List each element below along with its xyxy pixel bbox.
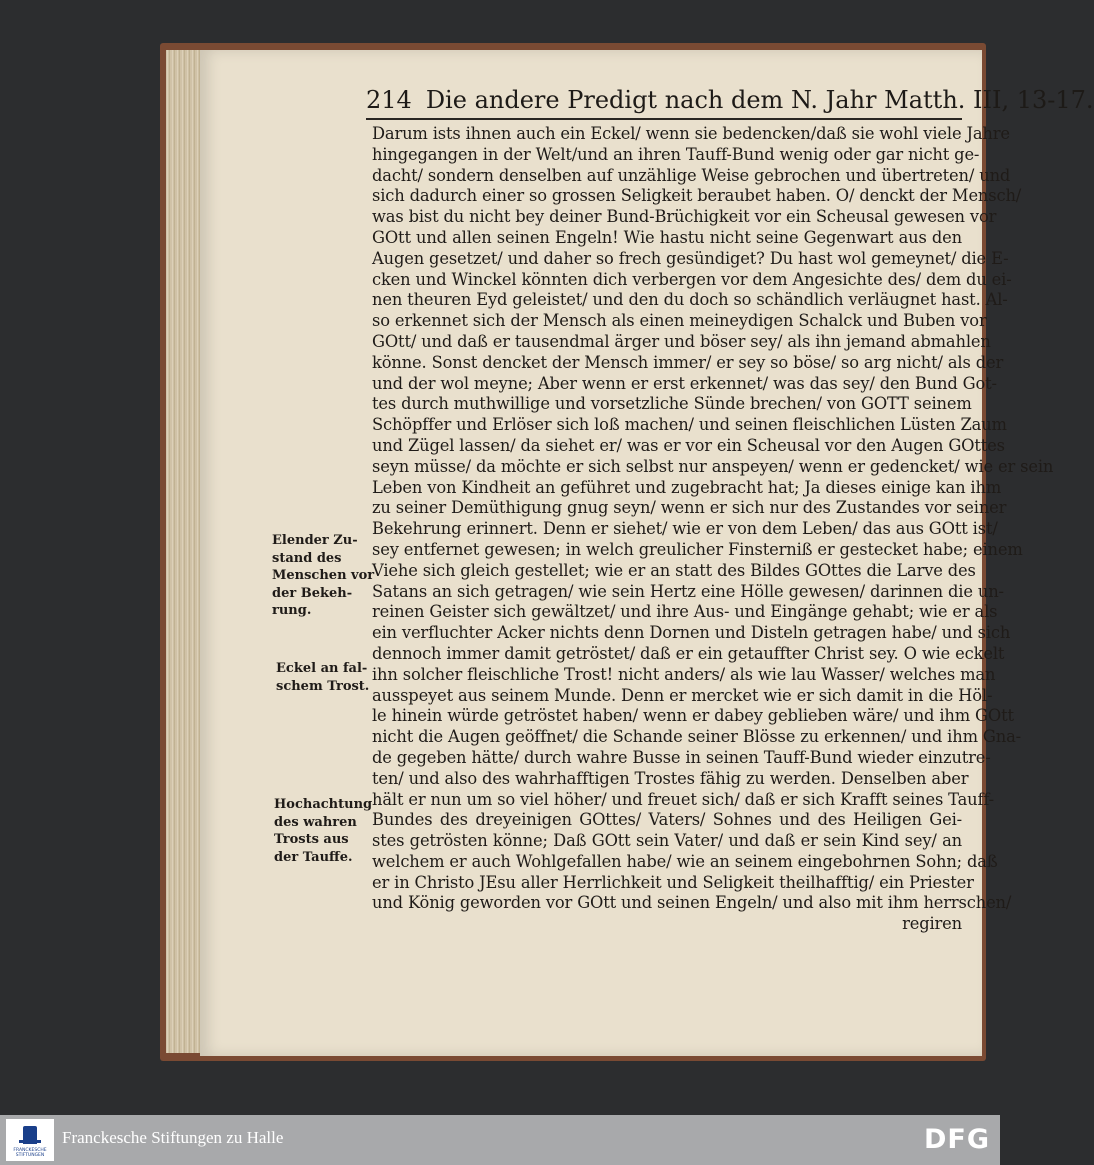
text-line: GOtt und allen seinen Engeln! Wie hastu nicht seine Gegenwart aus den xyxy=(372,227,962,247)
institution-name[interactable]: Franckesche Stiftungen zu Halle xyxy=(62,1128,284,1147)
dfg-logo[interactable]: DFG xyxy=(923,1124,990,1155)
text-line: Augen gesetzet/ und daher so frech gesündiget? Du hast wol gemeynet/ die E- xyxy=(372,248,1009,268)
text-line: cken und Winckel könnten dich verbergen vor dem Angesichte des/ dem du ei- xyxy=(372,269,1012,289)
text-line: und der wol meyne; Aber wenn er erst erkennet/ was das sey/ den Bund Got- xyxy=(372,373,997,393)
text-line: und Zügel lassen/ da siehet er/ was er vor ein Scheusal vor den Augen GOttes xyxy=(372,435,1005,455)
text-line: Bundes des dreyeinigen GOttes/ Vaters/ Sohnes und des Heiligen Gei- xyxy=(372,810,962,830)
text-line: Darum ists ihnen auch ein Eckel/ wenn sie bedencken/daß sie wohl viele Jahre xyxy=(372,124,1010,143)
margin-note-line: des wahren xyxy=(274,814,357,830)
margin-note-line: Trosts aus xyxy=(274,832,349,847)
text-line: dennoch immer damit getröstet/ daß er ein getauffter Christ sey. O wie eckelt xyxy=(372,643,1005,663)
text-line: de gegeben hätte/ durch wahre Busse in seinen Tauff-Bund wieder einzutre- xyxy=(372,747,991,767)
margin-note-line: der Bekeh- xyxy=(272,585,353,601)
tower-icon xyxy=(23,1126,37,1144)
logo-text: FRANCKESCHE STIFTUNGEN xyxy=(13,1148,47,1158)
text-line: so erkennet sich der Mensch als einen meineydigen Schalck und Buben vor xyxy=(372,311,987,331)
margin-note-2 xyxy=(276,660,369,695)
margin-note-3 xyxy=(274,796,372,866)
margin-note-line: Eckel an fal- xyxy=(276,661,368,676)
margin-note-line: schem Trost. xyxy=(276,678,370,694)
text-line: Schöpffer und Erlöser sich loß machen/ und seinen fleischlichen Lüsten Zaum xyxy=(372,415,1007,435)
institution-logo[interactable] xyxy=(6,1119,54,1161)
header-rule xyxy=(366,118,962,120)
text-line: nicht die Augen geöffnet/ die Schande seiner Blösse zu erkennen/ und ihm Gna- xyxy=(372,727,1021,747)
text-line: Bekehrung erinnert. Denn er siehet/ wie er von dem Leben/ das aus GOtt ist/ xyxy=(372,519,998,539)
text-line: hält er nun um so viel höher/ und freuet sich/ daß er sich Krafft seines Tauff- xyxy=(372,789,995,809)
margin-note-line: stand des xyxy=(272,550,342,566)
margin-note-line: rung. xyxy=(272,603,312,618)
running-head-title: Die andere Predigt nach dem N. Jahr Matth. III, 13-17. xyxy=(425,86,1094,114)
text-line: hingegangen in der Welt/und an ihren Tauff-Bund wenig oder gar nicht ge- xyxy=(372,144,980,164)
text-line: er in Christo JEsu aller Herrlichkeit und Seligkeit theilhafftig/ ein Priester xyxy=(372,872,974,892)
text-line: ausspeyet aus seinem Munde. Denn er mercket wie er sich damit in die Höl- xyxy=(372,685,993,705)
page-stack-edge xyxy=(166,50,202,1053)
text-line: Leben von Kindheit an geführet und zugebracht hat; Ja dieses einige kan ihm xyxy=(372,477,1002,497)
margin-note-line: Hochachtung xyxy=(274,797,373,812)
text-line: stes getrösten könne; Daß GOtt sein Vater/ und daß er sein Kind sey/ an xyxy=(372,831,962,851)
text-line: könne. Sonst dencket der Mensch immer/ er sey so böse/ so arg nicht/ als der xyxy=(372,352,1004,372)
text-line: was bist du nicht bey deiner Bund-Brüchigkeit vor ein Scheusal gewesen vor xyxy=(372,207,997,227)
page-body-text xyxy=(372,124,1054,935)
text-line: GOtt/ und daß er tausendmal ärger und böser sey/ als ihn jemand abmahlen xyxy=(372,331,991,351)
text-line: Satans an sich getragen/ wie sein Hertz eine Hölle gewesen/ darinnen die un- xyxy=(372,581,1004,601)
page-number: 214 xyxy=(366,86,412,114)
margin-note-line: Menschen vor xyxy=(272,568,375,583)
margin-note-1 xyxy=(272,532,374,620)
running-header xyxy=(366,86,1094,120)
text-line: Viehe sich gleich gestellet; wie er an statt des Bildes GOttes die Larve des xyxy=(372,560,976,580)
margin-note-line: der Tauffe. xyxy=(274,849,353,865)
text-line: ein verfluchter Acker nichts denn Dornen und Disteln getragen habe/ und sich xyxy=(372,623,1011,643)
text-line: und König geworden vor GOtt und seinen Engeln/ und also mit ihm herrschen/ xyxy=(372,893,1012,913)
text-line: tes durch muthwillige und vorsetzliche Sünde brechen/ von GOTT seinem xyxy=(372,394,972,414)
text-line: sey entfernet gewesen; in welch greulicher Finsterniß er gestecket habe; einem xyxy=(372,539,1023,559)
text-line: ten/ und also des wahrhafftigen Trostes fähig zu werden. Denselben aber xyxy=(372,768,969,788)
text-line: dacht/ sondern denselben auf unzählige Weise gebrochen und übertreten/ und xyxy=(372,165,1011,185)
text-line: zu seiner Demüthigung gnug seyn/ wenn er sich nur des Zustandes vor seiner xyxy=(372,498,1007,518)
text-line: seyn müsse/ da möchte er sich selbst nur anspeyen/ wenn er gedencket/ wie er sein xyxy=(372,456,1054,476)
text-line: nen theuren Eyd geleistet/ und den du doch so schändlich verläugnet hast. Al- xyxy=(372,290,1008,310)
text-line: ihn solcher fleischliche Trost! nicht anders/ als wie lau Wasser/ welches man xyxy=(372,664,996,684)
catchword: regiren xyxy=(902,914,962,934)
text-line: welchem er auch Wohlgefallen habe/ wie an seinem eingebohrnen Sohn; daß xyxy=(372,851,998,871)
text-line: le hinein würde getröstet haben/ wenn er dabey geblieben wäre/ und ihm GOtt xyxy=(372,706,1014,726)
text-line: sich dadurch einer so grossen Seligkeit beraubet haben. O/ denckt der Mensch/ xyxy=(372,186,1022,206)
viewer-footer-bar xyxy=(0,1115,1000,1165)
margin-note-line: Elender Zu- xyxy=(272,533,358,548)
text-line: reinen Geister sich gewältzet/ und ihre Aus- und Eingänge gehabt; wie er als xyxy=(372,602,998,622)
